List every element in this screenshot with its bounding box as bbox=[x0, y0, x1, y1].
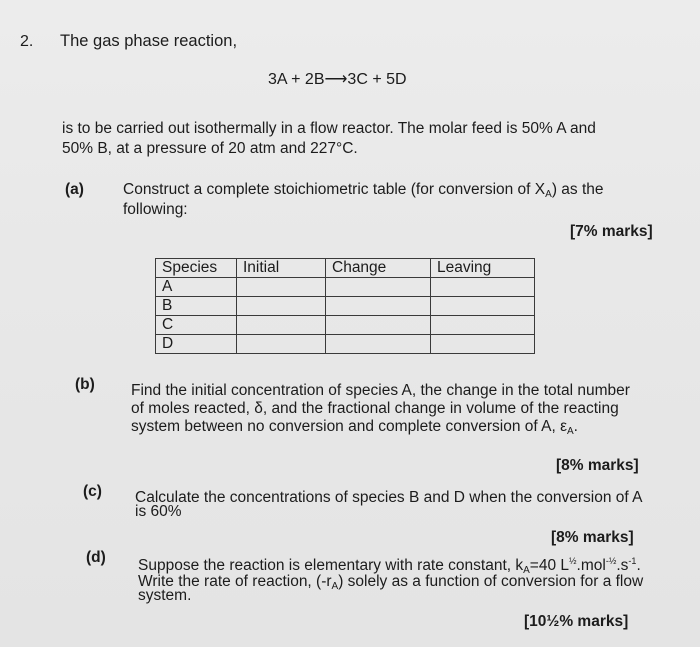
part-d-marks: [10½% marks] bbox=[524, 613, 629, 630]
part-c-line-1: Calculate the concentrations of species B and D when the conversion of A bbox=[135, 489, 643, 506]
part-a-marks: [7% marks] bbox=[570, 223, 653, 240]
part-a-label: (a) bbox=[65, 181, 84, 198]
header-change: Change bbox=[326, 259, 431, 278]
part-b-line-3: system between no conversion and complete conversion of A, εA. bbox=[131, 418, 578, 437]
part-c-label: (c) bbox=[83, 483, 102, 500]
description-line-1: is to be carried out isothermally in a flow reactor. The molar feed is 50% A and bbox=[62, 120, 596, 137]
reaction-equation: 3A + 2B⟶3C + 5D bbox=[268, 71, 407, 88]
header-leaving: Leaving bbox=[431, 259, 535, 278]
table-row bbox=[156, 335, 535, 354]
part-b-line-1: Find the initial concentration of species A, the change in the total number bbox=[131, 382, 630, 399]
question-intro: The gas phase reaction, bbox=[60, 32, 238, 50]
part-c-line-2: is 60% bbox=[135, 503, 182, 520]
description-line-2: 50% B, at a pressure of 20 atm and 227°C. bbox=[62, 140, 358, 157]
part-d-line-3: system. bbox=[138, 587, 192, 604]
part-d-label: (d) bbox=[86, 549, 106, 566]
species-cell: B bbox=[156, 297, 237, 316]
part-d-line-2: Write the rate of reaction, (-rA) solely as a function of conversion for a flow bbox=[138, 573, 644, 592]
question-number: 2. bbox=[20, 33, 34, 50]
part-b-line-2: of moles reacted, δ, and the fractional change in volume of the reacting bbox=[131, 400, 619, 417]
part-a-line-1: Construct a complete stoichiometric table (for conversion of XA) as the bbox=[123, 181, 604, 200]
species-cell: C bbox=[156, 316, 237, 335]
part-b-marks: [8% marks] bbox=[556, 457, 639, 474]
stoichiometric-table bbox=[155, 258, 535, 354]
header-initial: Initial bbox=[237, 259, 326, 278]
table-row bbox=[156, 316, 535, 335]
species-cell: A bbox=[156, 278, 237, 297]
part-d-line-1: Suppose the reaction is elementary with rate constant, kA=40 $L^{\frac{1}{2}}.mol^{-\frac{1}{2}}.s^{-1}$. bbox=[138, 556, 641, 576]
table-row bbox=[156, 297, 535, 316]
part-c-marks: [8% marks] bbox=[551, 529, 634, 546]
part-a-line-2: following: bbox=[123, 201, 188, 218]
part-b-label: (b) bbox=[75, 376, 95, 393]
table-header-row bbox=[156, 259, 535, 278]
header-species: Species bbox=[156, 259, 237, 278]
species-cell: D bbox=[156, 335, 237, 354]
table-row bbox=[156, 278, 535, 297]
